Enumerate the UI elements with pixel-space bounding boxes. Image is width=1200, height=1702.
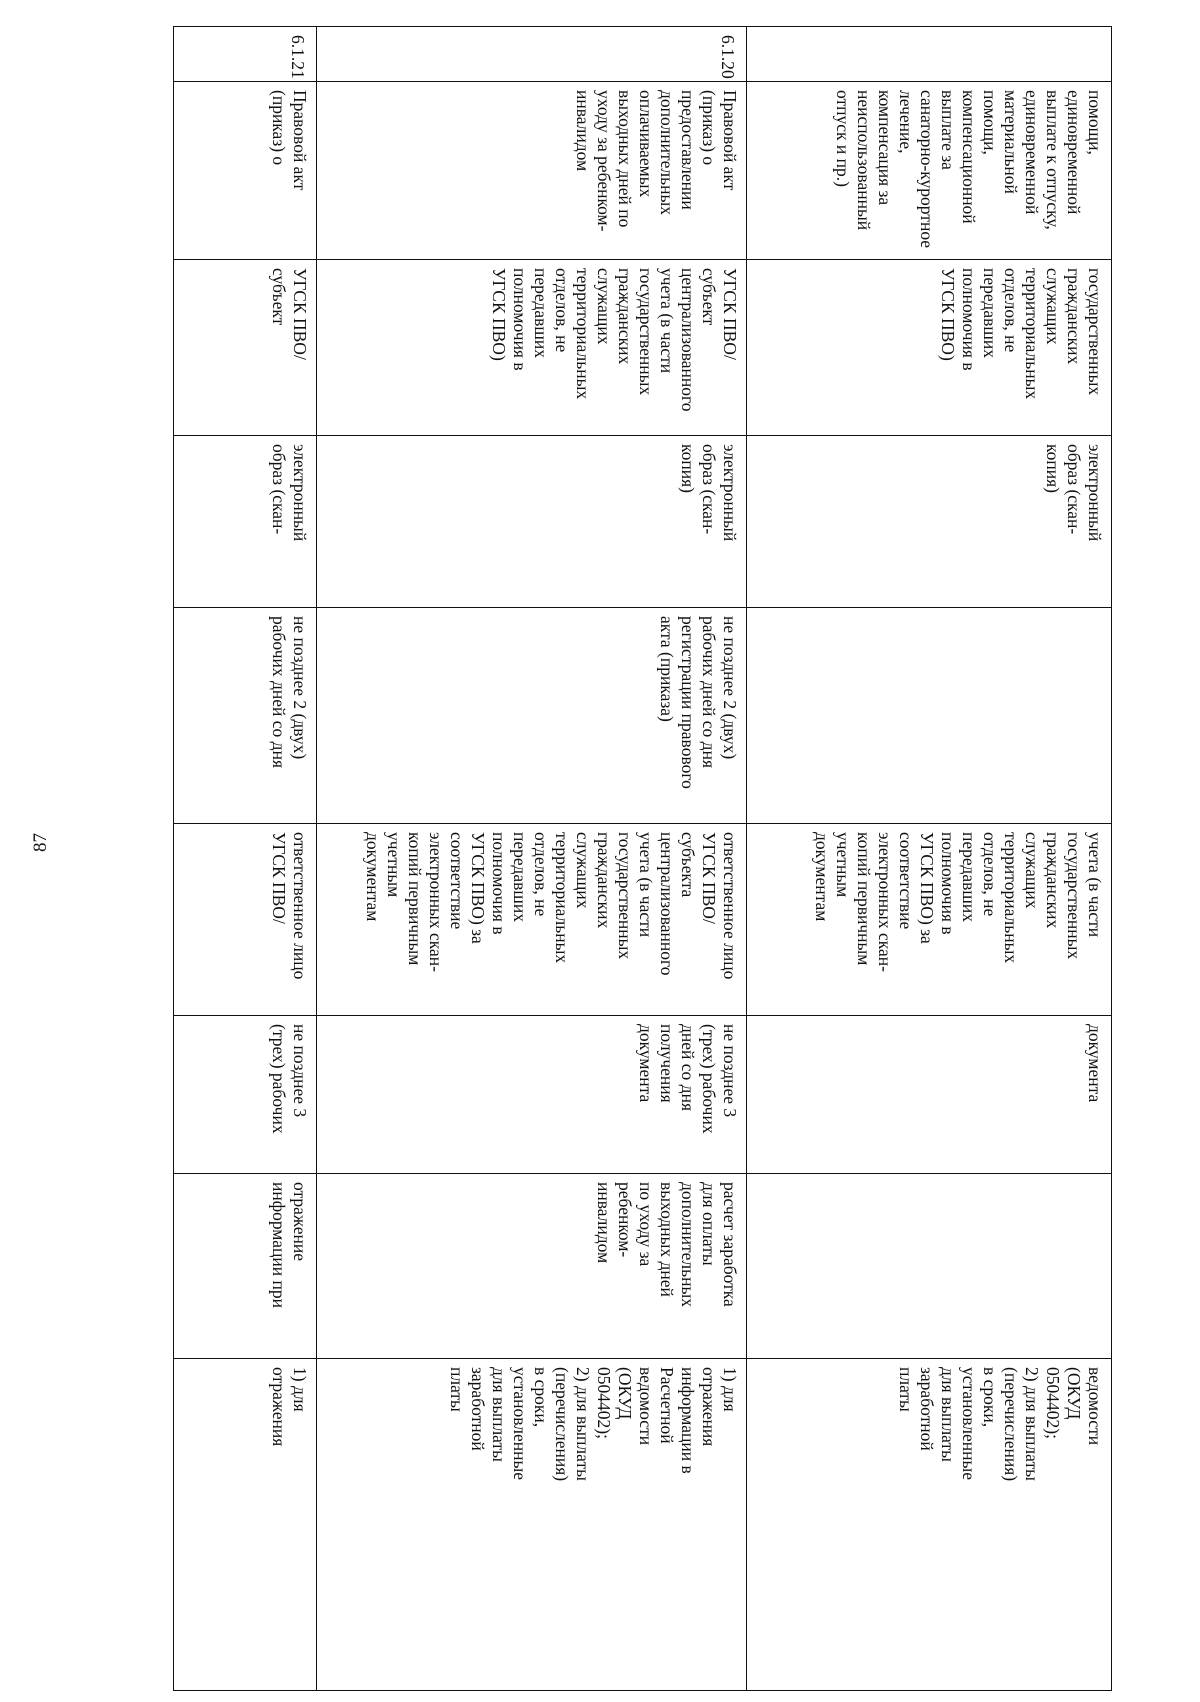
row-number: 6.1.20: [317, 27, 747, 82]
document-form-cell: электронный образ (скан- копия): [747, 436, 1112, 608]
document-name-cell: Правовой акт (приказ) о: [174, 82, 317, 260]
purpose-cell: 1) для отражения информации в Расчетной ведомости (ОКУД 0504402); 2) для выплаты (перечисления) в сроки, установленные для выплаты заработной платы: [317, 1359, 747, 1691]
processing-action-cell: расчет заработка для оплаты дополнительных выходных дней по уходу за ребенком- инвалидом: [317, 1174, 747, 1359]
page-number: 87: [30, 833, 51, 852]
responsible-person-cell: ответственное лицо УГСК ПВО/ субъекта централизованного учета (в части государственных гражданских служащих территориальных отделов, не передавших полномочия в УГСК ПВО) за соответствие электронных скан- копий первичным учетным документам: [317, 824, 747, 1016]
row-number: 6.1.21: [174, 27, 317, 82]
submission-deadline-cell: не позднее 2 (двух) рабочих дней со дня регистрации правового акта (приказа): [317, 608, 747, 824]
responsible-person-cell: учета (в части государственных гражданских служащих территориальных отделов, не передавших полномочия в УГСК ПВО) за соответствие электронных скан- копий первичным учетным документам: [747, 824, 1112, 1016]
submission-deadline-cell: не позднее 2 (двух) рабочих дней со дня: [174, 608, 317, 824]
responsible-person-cell: ответственное лицо УГСК ПВО/: [174, 824, 317, 1016]
table-row: [174, 27, 317, 1691]
processing-action-cell: отражение информации при: [174, 1174, 317, 1359]
submission-deadline-cell: [747, 608, 1112, 824]
table-row: [317, 27, 747, 1691]
row-number: [747, 27, 1112, 82]
processing-deadline-cell: документа: [747, 1016, 1112, 1174]
document-table: [173, 26, 1112, 1691]
processing-deadline-cell: не позднее 3 (трех) рабочих: [174, 1016, 317, 1174]
document-table-wrapper: [174, 26, 1112, 1690]
purpose-cell: 1) для отражения: [174, 1359, 317, 1691]
document-name-cell: помощи, единовременной выплате к отпуску, единовременной материальной помощи, компенсационной выплате за санаторно-курортное лечение, компенсация за неиспользованный отпуск и пр.): [747, 82, 1112, 260]
document-form-cell: электронный образ (скан- копия): [317, 436, 747, 608]
processing-action-cell: [747, 1174, 1112, 1359]
purpose-cell: ведомости (ОКУД 0504402); 2) для выплаты (перечисления) в сроки, установленные для выплаты заработной платы: [747, 1359, 1112, 1691]
responsible-unit-cell: УГСК ПВО/ субъект: [174, 260, 317, 436]
document-form-cell: электронный образ (скан-: [174, 436, 317, 608]
responsible-unit-cell: УГСК ПВО/ субъект централизованного учета (в части государственных гражданских служащих территориальных отделов, не передавших полномочия в УГСК ПВО): [317, 260, 747, 436]
document-name-cell: Правовой акт (приказ) о предоставлении дополнительных оплачиваемых выходных дней по уходу за ребенком- инвалидом: [317, 82, 747, 260]
table-row: [747, 27, 1112, 1691]
processing-deadline-cell: не позднее 3 (трех) рабочих дней со дня получения документа: [317, 1016, 747, 1174]
responsible-unit-cell: государственных гражданских служащих территориальных отделов, не передавших полномочия в УГСК ПВО): [747, 260, 1112, 436]
